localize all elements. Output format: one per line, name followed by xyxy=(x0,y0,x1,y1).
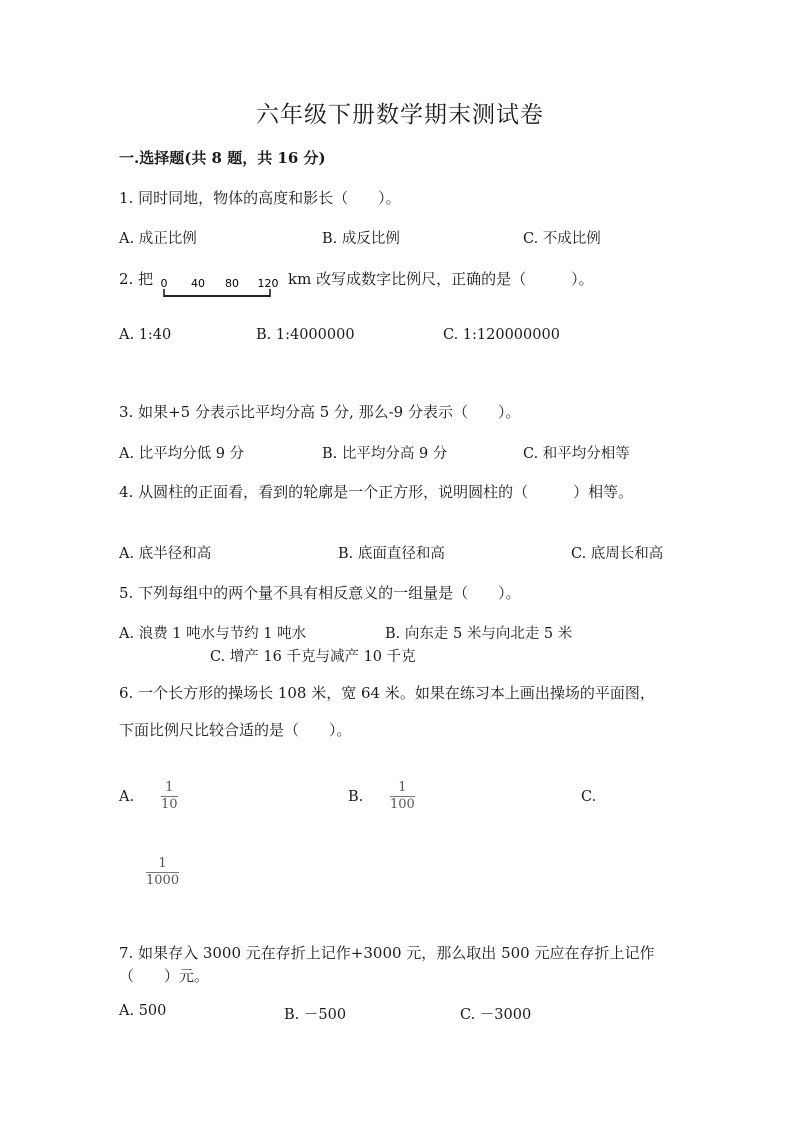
scale-tick-40: 40 xyxy=(191,277,205,290)
q6-option-b-label: B. xyxy=(348,789,364,805)
q4-option-a: A. 底半径和高 xyxy=(119,546,212,562)
q5-option-c: C. 增产 16 千克与减产 10 千克 xyxy=(210,649,416,665)
question-6-line-1: 6. 一个长方形的操场长 108 米，宽 64 米。如果在练习本上画出操场的平面图， xyxy=(119,684,655,702)
q6-option-c-label: C. xyxy=(581,789,597,805)
q5-option-a: A. 浪费 1 吨水与节约 1 吨水 xyxy=(119,626,307,642)
q5-option-b: B. 向东走 5 米与向北走 5 米 xyxy=(385,626,573,642)
q3-option-b: B. 比平均分高 9 分 xyxy=(322,446,448,462)
q7-option-c: C. －3000 xyxy=(460,1007,532,1023)
question-4: 4. 从圆柱的正面看，看到的轮廓是一个正方形，说明圆柱的（ ）相等。 xyxy=(119,483,634,501)
q6-option-a-fraction xyxy=(161,781,178,812)
question-1: 1. 同时同地，物体的高度和影长（ ）。 xyxy=(119,189,401,207)
page-title: 六年级下册数学期末测试卷 xyxy=(256,102,544,128)
question-5: 5. 下列每组中的两个量不具有相反意义的一组量是（ ）。 xyxy=(119,584,521,602)
question-2-prefix: 2. 把 xyxy=(119,270,154,288)
scale-bar-graphic xyxy=(158,276,278,300)
q6-option-b-fraction xyxy=(390,781,415,812)
q4-option-b: B. 底面直径和高 xyxy=(338,546,445,562)
fraction-numerator: 1 xyxy=(165,780,174,795)
question-3: 3. 如果+5 分表示比平均分高 5 分, 那么-9 分表示（ ）。 xyxy=(119,403,521,421)
q1-option-c: C. 不成比例 xyxy=(523,231,601,247)
q3-option-c: C. 和平均分相等 xyxy=(523,446,630,462)
q7-option-a: A. 500 xyxy=(119,1003,167,1019)
fraction-numerator: 1 xyxy=(158,856,167,871)
q1-option-b: B. 成反比例 xyxy=(322,231,400,247)
scale-tick-0: 0 xyxy=(160,277,168,290)
scale-tick-80: 80 xyxy=(225,277,239,290)
question-7-line-1: 7. 如果存入 3000 元在存折上记作+3000 元，那么取出 500 元应在存折上记作 xyxy=(119,944,655,962)
section-heading: 一.选择题(共 8 题，共 16 分) xyxy=(119,149,326,167)
q6-option-a-label: A. xyxy=(119,789,135,805)
q2-option-b: B. 1:4000000 xyxy=(256,327,355,343)
fraction-denominator: 1000 xyxy=(146,873,180,888)
question-7-line-2: （ ）元。 xyxy=(119,967,210,985)
q1-option-a: A. 成正比例 xyxy=(119,231,197,247)
question-6-line-2: 下面比例尺比较合适的是（ ）。 xyxy=(119,721,352,739)
scale-bar xyxy=(158,276,278,300)
fraction-numerator: 1 xyxy=(398,780,407,795)
q6-option-c-fraction xyxy=(146,857,179,888)
q2-option-a: A. 1:40 xyxy=(119,327,172,343)
q2-option-c: C. 1:120000000 xyxy=(443,327,560,343)
question-2-text: km 改写成数字比例尺，正确的是（ ）。 xyxy=(288,270,594,288)
fraction-denominator: 10 xyxy=(161,797,178,812)
scale-tick-120: 120 xyxy=(257,277,278,290)
q4-option-c: C. 底周长和高 xyxy=(571,546,664,562)
q3-option-a: A. 比平均分低 9 分 xyxy=(119,446,245,462)
fraction-denominator: 100 xyxy=(390,797,415,812)
q7-option-b: B. －500 xyxy=(284,1007,347,1023)
